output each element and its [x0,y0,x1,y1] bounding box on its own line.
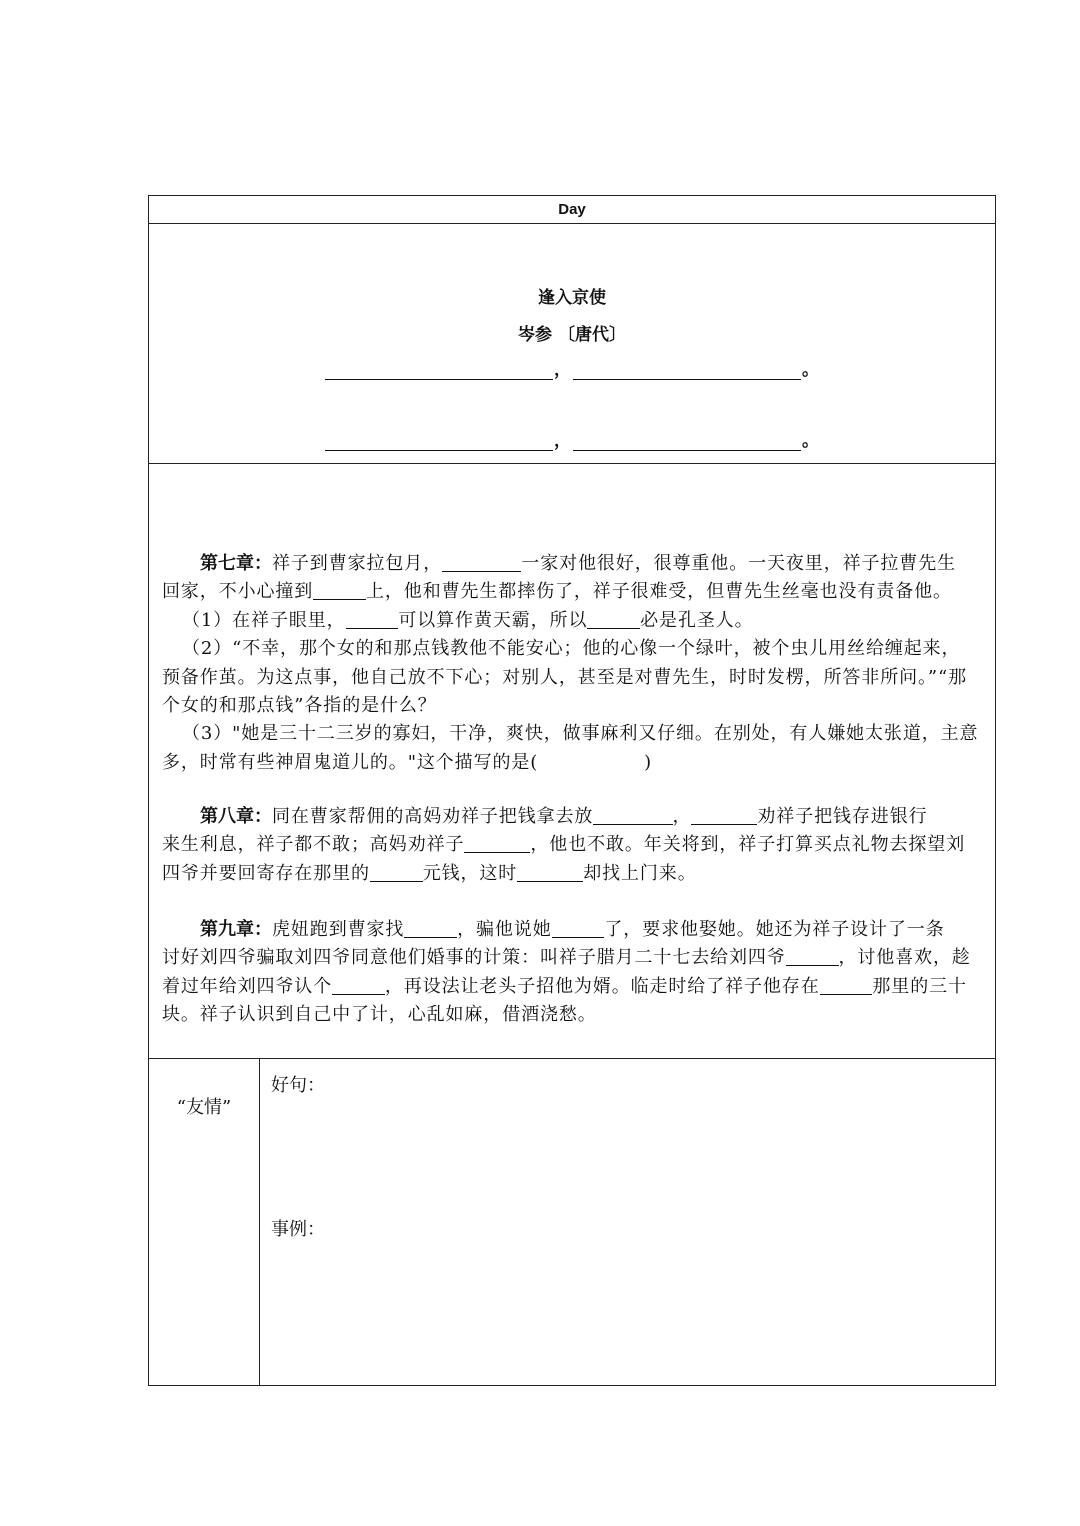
chapter-7-line [200,551,956,577]
passage-text: 块。祥子认识到自己中了计，心乱如麻，借酒浇愁。 [162,1004,597,1026]
chapter-8-line [200,804,928,830]
passage-text: 必是孔圣人。 [640,609,754,631]
answer-blank[interactable] [573,359,801,380]
passage-text: 个女的和那点钱”各指的是什么？ [162,695,437,716]
passage-text: 劝祥子把钱存进银行 [757,806,928,827]
chapter-7-line [162,693,437,719]
passage-text: ，再设法让老头子招他为婿。临走时给了祥子他存在 [384,975,820,997]
period: 。 [802,431,819,451]
passage-text: 四爷并要回寄存在那里的 [162,862,370,884]
poem-line-1 [325,356,821,380]
good-sentences-label: 好句： [271,1075,325,1096]
chapter-7-line [182,636,960,662]
poem-line-2 [325,427,821,451]
day-header: Day [558,201,586,218]
fill-in-blank[interactable] [370,861,423,882]
passage-text: （2）“不幸，那个女的和那点钱教他不能安心；他的心像一个绿叶，被个虫儿用丝给缠起来， [182,638,961,660]
examples-label: 事例： [271,1219,325,1240]
chapter-7-line [162,579,952,605]
fill-in-blank[interactable] [313,579,366,600]
chapter-heading: 第七章： [200,553,272,574]
passage-text: 那里的三十 [872,975,967,997]
passage-text: 了，要求他娶她。她还为祥子设计了一条 [604,919,945,940]
chapter-8-line [162,861,697,887]
passage-text: 着过年给刘四爷认个 [162,975,333,997]
chapter-9-line [162,945,971,971]
fill-in-blank[interactable] [442,551,521,572]
fill-in-blank[interactable] [587,608,640,629]
chapter-8-line [162,832,965,858]
fill-in-blank[interactable] [332,974,385,995]
theme-label: “友情” [176,1097,232,1118]
chapter-heading: 第九章： [200,919,272,940]
chapter-7-line [182,608,754,634]
chapter-9-line [162,1002,597,1028]
passage-text: ，讨他喜欢，趁 [838,947,971,969]
passage-text: ，骗他说她 [457,919,552,940]
passage-text: （1）在祥子眼里， [182,609,346,631]
comma: ， [554,431,571,451]
fill-in-blank[interactable] [786,945,839,966]
passage-text: 多，时常有些神眉鬼道儿的。"这个描写的是( ) [162,751,653,773]
fill-in-blank[interactable] [346,608,399,629]
passage-text: 虎妞跑到曹家找 [272,919,405,940]
fill-in-blank[interactable] [552,917,605,938]
row-divider [148,463,996,464]
fill-in-blank[interactable] [691,804,757,825]
fill-in-blank[interactable] [404,917,457,938]
passage-text: （3）"她是三十二三岁的寡妇，干净，爽快，做事麻利又仔细。在别处，有人嫌她太张道，主意 [182,723,979,745]
passage-text: 一家对他很好，很尊重他。一天夜里，祥子拉曹先生 [521,553,956,574]
passage-text: 讨好刘四爷骗取刘四爷同意他们婚事的计策：叫祥子腊月二十七去给刘四爷 [162,947,786,969]
passage-text: ， [672,806,692,827]
period: 。 [802,360,819,380]
answer-blank[interactable] [325,359,553,380]
fill-in-blank[interactable] [820,974,873,995]
passage-text: 元钱，这时 [422,862,518,884]
passage-text: 来生利息，祥子都不敢；高妈劝祥子 [162,834,465,856]
passage-text: 可以算作黄天霸，所以 [398,609,588,631]
poem-author: 岑参 〔唐代〕 [518,325,626,345]
chapter-7-line [182,721,978,747]
poem-title: 逢入京使 [538,288,606,308]
comma: ， [554,360,571,380]
passage-text: 同在曹家帮佣的高妈劝祥子把钱拿去放 [272,806,594,827]
passage-text: 却找上门来。 [583,862,697,884]
passage-text: 上，他和曹先生都摔伤了，祥子很难受，但曹先生丝毫也没有责备他。 [366,581,952,603]
chapter-7-line [162,750,652,776]
chapter-9-line [200,917,945,943]
chapter-7-line [162,665,967,691]
row-divider [148,1058,996,1059]
chapter-9-line [162,974,967,1000]
passage-text: 预备作茧。为这点事，他自己放不下心；对别人，甚至是对曹先生，时时发楞，所答非所问。”“那 [162,666,967,688]
chapter-heading: 第八章： [200,806,272,827]
passage-text: 祥子到曹家拉包月， [272,553,443,574]
answer-blank[interactable] [325,430,553,451]
fill-in-blank[interactable] [464,832,530,853]
passage-text: ，他也不敢。年关将到，祥子打算买点礼物去探望刘 [530,834,966,856]
answer-blank[interactable] [573,430,801,451]
passage-text: 回家，不小心撞到 [162,581,314,603]
fill-in-blank[interactable] [593,804,672,825]
fill-in-blank[interactable] [517,861,583,882]
